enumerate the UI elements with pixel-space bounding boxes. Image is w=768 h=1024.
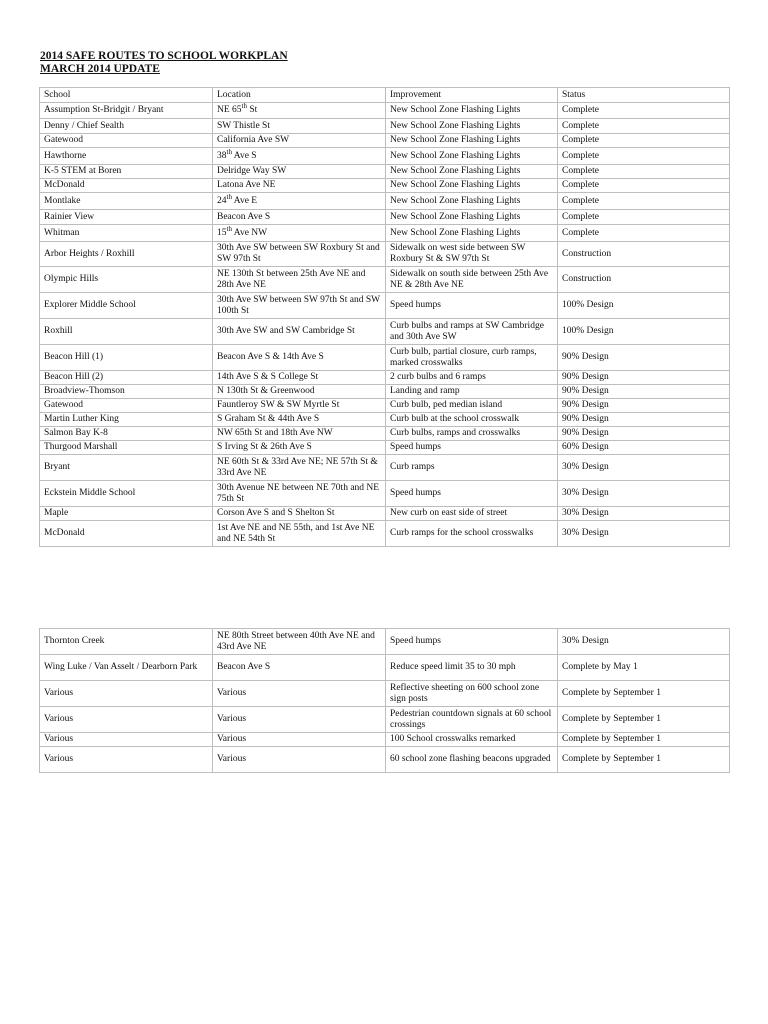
location-text: Various bbox=[217, 734, 247, 744]
location-text: 14th Ave S & S College St bbox=[217, 372, 319, 382]
cell-location bbox=[213, 134, 386, 148]
workplan-table-continued bbox=[39, 628, 730, 773]
cell-location bbox=[213, 521, 386, 547]
cell-improvement: Curb ramps bbox=[386, 455, 558, 481]
cell-improvement: New School Zone Flashing Lights bbox=[386, 119, 558, 134]
cell-school: Rainier View bbox=[40, 210, 213, 225]
location-text: Beacon Ave S & 14th Ave S bbox=[217, 352, 324, 362]
location-text: NW 65th St and 18th Ave NW bbox=[217, 428, 333, 438]
cell-improvement: New School Zone Flashing Lights bbox=[386, 103, 558, 119]
cell-status: 30% Design bbox=[558, 521, 730, 547]
header-improvement: Improvement bbox=[386, 88, 558, 103]
cell-improvement: Reduce speed limit 35 to 30 mph bbox=[386, 655, 558, 681]
cell-status: Construction bbox=[558, 267, 730, 293]
table-row bbox=[40, 371, 730, 385]
cell-status: 90% Design bbox=[558, 371, 730, 385]
cell-improvement: Curb bulb, ped median island bbox=[386, 399, 558, 413]
cell-improvement: Speed humps bbox=[386, 481, 558, 507]
table-row bbox=[40, 747, 730, 773]
cell-location bbox=[213, 179, 386, 193]
table-row bbox=[40, 242, 730, 267]
cell-status: 30% Design bbox=[558, 481, 730, 507]
table-row bbox=[40, 655, 730, 681]
cell-improvement: New School Zone Flashing Lights bbox=[386, 134, 558, 148]
cell-school: Thurgood Marshall bbox=[40, 441, 213, 455]
cell-school: Wing Luke / Van Asselt / Dearborn Park bbox=[40, 655, 213, 681]
cell-school: Whitman bbox=[40, 225, 213, 242]
cell-status: Complete bbox=[558, 210, 730, 225]
cell-location bbox=[213, 148, 386, 165]
cell-improvement: Curb bulbs and ramps at SW Cambridge and 30th Ave SW bbox=[386, 319, 558, 345]
cell-improvement: Curb bulb at the school crosswalk bbox=[386, 413, 558, 427]
table-row bbox=[40, 119, 730, 134]
location-text: Various bbox=[217, 754, 247, 764]
cell-status: Complete by September 1 bbox=[558, 681, 730, 707]
table-row bbox=[40, 521, 730, 547]
cell-status: 100% Design bbox=[558, 319, 730, 345]
cell-location bbox=[213, 225, 386, 242]
cell-school: Various bbox=[40, 707, 213, 733]
cell-school: Assumption St-Bridgit / Bryant bbox=[40, 103, 213, 119]
table-row bbox=[40, 319, 730, 345]
table-row bbox=[40, 455, 730, 481]
location-text: 30th Ave SW between SW 97th St and SW 100th St bbox=[217, 294, 380, 316]
ordinal-suffix: th bbox=[226, 224, 232, 233]
cell-location bbox=[213, 371, 386, 385]
cell-improvement: Sidewalk on south side between 25th Ave NE & 28th Ave NE bbox=[386, 267, 558, 293]
cell-status: Complete bbox=[558, 165, 730, 179]
table-row bbox=[40, 179, 730, 193]
cell-status: Complete bbox=[558, 119, 730, 134]
cell-location bbox=[213, 481, 386, 507]
cell-school: Eckstein Middle School bbox=[40, 481, 213, 507]
table-row bbox=[40, 345, 730, 371]
cell-improvement: New School Zone Flashing Lights bbox=[386, 179, 558, 193]
cell-status: 30% Design bbox=[558, 455, 730, 481]
cell-location bbox=[213, 413, 386, 427]
cell-school: Broadview-Thomson bbox=[40, 385, 213, 399]
cell-status: Complete bbox=[558, 134, 730, 148]
location-text: S Irving St & 26th Ave S bbox=[217, 442, 312, 452]
cell-location bbox=[213, 103, 386, 119]
title-line-2: MARCH 2014 UPDATE bbox=[40, 63, 160, 75]
cell-school: Explorer Middle School bbox=[40, 293, 213, 319]
location-text: Various bbox=[217, 714, 247, 724]
location-text-after: St bbox=[247, 105, 258, 115]
cell-school: Bryant bbox=[40, 455, 213, 481]
cell-location bbox=[213, 210, 386, 225]
header-location: Location bbox=[213, 88, 386, 103]
cell-status: 90% Design bbox=[558, 385, 730, 399]
cell-school: Various bbox=[40, 747, 213, 773]
cell-school: Olympic Hills bbox=[40, 267, 213, 293]
cell-school: Arbor Heights / Roxhill bbox=[40, 242, 213, 267]
table-row bbox=[40, 225, 730, 242]
cell-status: Complete by September 1 bbox=[558, 707, 730, 733]
cell-status: Complete bbox=[558, 103, 730, 119]
cell-status: 90% Design bbox=[558, 427, 730, 441]
location-text: 30th Avenue NE between NE 70th and NE 75th St bbox=[217, 482, 380, 504]
cell-improvement: Sidewalk on west side between SW Roxbury St & SW 97th St bbox=[386, 242, 558, 267]
cell-improvement: Speed humps bbox=[386, 293, 558, 319]
cell-status: 30% Design bbox=[558, 507, 730, 521]
cell-location bbox=[213, 747, 386, 773]
table-row bbox=[40, 267, 730, 293]
cell-improvement: New School Zone Flashing Lights bbox=[386, 193, 558, 210]
location-text-after: Ave NW bbox=[231, 227, 268, 238]
workplan-table-continued-body bbox=[40, 629, 730, 773]
location-text: SW Thistle St bbox=[217, 120, 270, 131]
location-text: Delridge Way SW bbox=[217, 166, 287, 176]
cell-status: Complete bbox=[558, 148, 730, 165]
cell-school: McDonald bbox=[40, 179, 213, 193]
location-text: Various bbox=[217, 688, 247, 698]
location-text: 1st Ave NE and NE 55th, and 1st Ave NE and NE 54th St bbox=[217, 522, 375, 544]
cell-location bbox=[213, 427, 386, 441]
cell-location bbox=[213, 629, 386, 655]
cell-improvement: New School Zone Flashing Lights bbox=[386, 210, 558, 225]
cell-status: 90% Design bbox=[558, 399, 730, 413]
table-row bbox=[40, 103, 730, 119]
cell-improvement: 60 school zone flashing beacons upgraded bbox=[386, 747, 558, 773]
table-row bbox=[40, 413, 730, 427]
table-row bbox=[40, 399, 730, 413]
ordinal-suffix: th bbox=[226, 147, 232, 156]
cell-location bbox=[213, 441, 386, 455]
cell-status: 60% Design bbox=[558, 441, 730, 455]
table-row bbox=[40, 148, 730, 165]
location-text: Beacon Ave S bbox=[217, 211, 271, 222]
cell-location bbox=[213, 655, 386, 681]
table-row bbox=[40, 441, 730, 455]
cell-improvement: New School Zone Flashing Lights bbox=[386, 148, 558, 165]
document-title bbox=[40, 50, 288, 76]
table-row bbox=[40, 193, 730, 210]
table-row bbox=[40, 481, 730, 507]
cell-status: Complete by September 1 bbox=[558, 747, 730, 773]
cell-status: Complete bbox=[558, 193, 730, 210]
cell-location bbox=[213, 707, 386, 733]
table-row bbox=[40, 293, 730, 319]
location-text: NE 130th St between 25th Ave NE and 28th Ave NE bbox=[217, 268, 366, 290]
location-text: S Graham St & 44th Ave S bbox=[217, 414, 320, 424]
cell-improvement: New School Zone Flashing Lights bbox=[386, 165, 558, 179]
cell-location bbox=[213, 733, 386, 747]
cell-status: Complete bbox=[558, 179, 730, 193]
cell-school: Denny / Chief Sealth bbox=[40, 119, 213, 134]
table-row bbox=[40, 507, 730, 521]
location-text-after: Ave E bbox=[231, 195, 258, 206]
cell-location bbox=[213, 399, 386, 413]
cell-status: 90% Design bbox=[558, 345, 730, 371]
cell-school: Montlake bbox=[40, 193, 213, 210]
cell-school: Thornton Creek bbox=[40, 629, 213, 655]
cell-improvement: New School Zone Flashing Lights bbox=[386, 225, 558, 242]
location-text: NE 65 bbox=[217, 105, 242, 115]
cell-status: 100% Design bbox=[558, 293, 730, 319]
table-row bbox=[40, 733, 730, 747]
cell-location bbox=[213, 455, 386, 481]
cell-status: Complete bbox=[558, 225, 730, 242]
cell-location bbox=[213, 193, 386, 210]
location-text-after: Ave S bbox=[231, 150, 257, 161]
cell-school: Various bbox=[40, 681, 213, 707]
table-header-row bbox=[40, 88, 730, 103]
cell-location bbox=[213, 385, 386, 399]
cell-status: Complete by May 1 bbox=[558, 655, 730, 681]
cell-improvement: Speed humps bbox=[386, 629, 558, 655]
table-row bbox=[40, 210, 730, 225]
cell-school: Hawthorne bbox=[40, 148, 213, 165]
cell-improvement: Pedestrian countdown signals at 60 school crossings bbox=[386, 707, 558, 733]
location-text: NE 80th Street between 40th Ave NE and 43rd Ave NE bbox=[217, 630, 375, 652]
location-text: California Ave SW bbox=[217, 135, 290, 145]
cell-school: Gatewood bbox=[40, 134, 213, 148]
location-text: 30th Ave SW and SW Cambridge St bbox=[217, 326, 355, 336]
cell-location bbox=[213, 242, 386, 267]
cell-location bbox=[213, 507, 386, 521]
cell-improvement: Curb bulb, partial closure, curb ramps, marked crosswalks bbox=[386, 345, 558, 371]
workplan-table-body bbox=[40, 103, 730, 547]
cell-school: Beacon Hill (1) bbox=[40, 345, 213, 371]
location-text: 38 bbox=[217, 150, 227, 161]
cell-location bbox=[213, 267, 386, 293]
location-text: N 130th St & Greenwood bbox=[217, 386, 315, 396]
workplan-table bbox=[39, 87, 730, 547]
cell-improvement: 2 curb bulbs and 6 ramps bbox=[386, 371, 558, 385]
location-text: 24 bbox=[217, 195, 227, 206]
cell-school: Martin Luther King bbox=[40, 413, 213, 427]
table-row bbox=[40, 707, 730, 733]
table-row bbox=[40, 134, 730, 148]
cell-location bbox=[213, 345, 386, 371]
table-row bbox=[40, 385, 730, 399]
cell-school: Gatewood bbox=[40, 399, 213, 413]
location-text: NE 60th St & 33rd Ave NE; NE 57th St & 33rd Ave NE bbox=[217, 456, 378, 478]
location-text: 30th Ave SW between SW Roxbury St and SW 97th St bbox=[217, 243, 380, 264]
cell-school: McDonald bbox=[40, 521, 213, 547]
ordinal-suffix: th bbox=[241, 102, 247, 110]
header-school: School bbox=[40, 88, 213, 103]
cell-improvement: Curb bulbs, ramps and crosswalks bbox=[386, 427, 558, 441]
cell-improvement: Reflective sheeting on 600 school zone sign posts bbox=[386, 681, 558, 707]
header-status: Status bbox=[558, 88, 730, 103]
cell-status: 90% Design bbox=[558, 413, 730, 427]
cell-school: Salmon Bay K-8 bbox=[40, 427, 213, 441]
cell-improvement: Curb ramps for the school crosswalks bbox=[386, 521, 558, 547]
ordinal-suffix: th bbox=[226, 192, 232, 201]
cell-school: K-5 STEM at Boren bbox=[40, 165, 213, 179]
title-line-1: 2014 SAFE ROUTES TO SCHOOL WORKPLAN bbox=[40, 50, 288, 62]
cell-location bbox=[213, 293, 386, 319]
location-text: 15 bbox=[217, 227, 227, 238]
cell-improvement: 100 School crosswalks remarked bbox=[386, 733, 558, 747]
cell-improvement: Landing and ramp bbox=[386, 385, 558, 399]
cell-status: Complete by September 1 bbox=[558, 733, 730, 747]
cell-location bbox=[213, 681, 386, 707]
cell-school: Roxhill bbox=[40, 319, 213, 345]
cell-school: Various bbox=[40, 733, 213, 747]
location-text: Corson Ave S and S Shelton St bbox=[217, 508, 335, 518]
location-text: Beacon Ave S bbox=[217, 662, 271, 672]
table-row bbox=[40, 165, 730, 179]
cell-status: 30% Design bbox=[558, 629, 730, 655]
cell-school: Maple bbox=[40, 507, 213, 521]
cell-location bbox=[213, 165, 386, 179]
cell-location bbox=[213, 119, 386, 134]
table-row bbox=[40, 629, 730, 655]
location-text: Latona Ave NE bbox=[217, 180, 276, 190]
table-row bbox=[40, 427, 730, 441]
cell-status: Construction bbox=[558, 242, 730, 267]
cell-school: Beacon Hill (2) bbox=[40, 371, 213, 385]
cell-improvement: Speed humps bbox=[386, 441, 558, 455]
cell-improvement: New curb on east side of street bbox=[386, 507, 558, 521]
location-text: Fauntleroy SW & SW Myrtle St bbox=[217, 400, 340, 410]
cell-location bbox=[213, 319, 386, 345]
table-row bbox=[40, 681, 730, 707]
